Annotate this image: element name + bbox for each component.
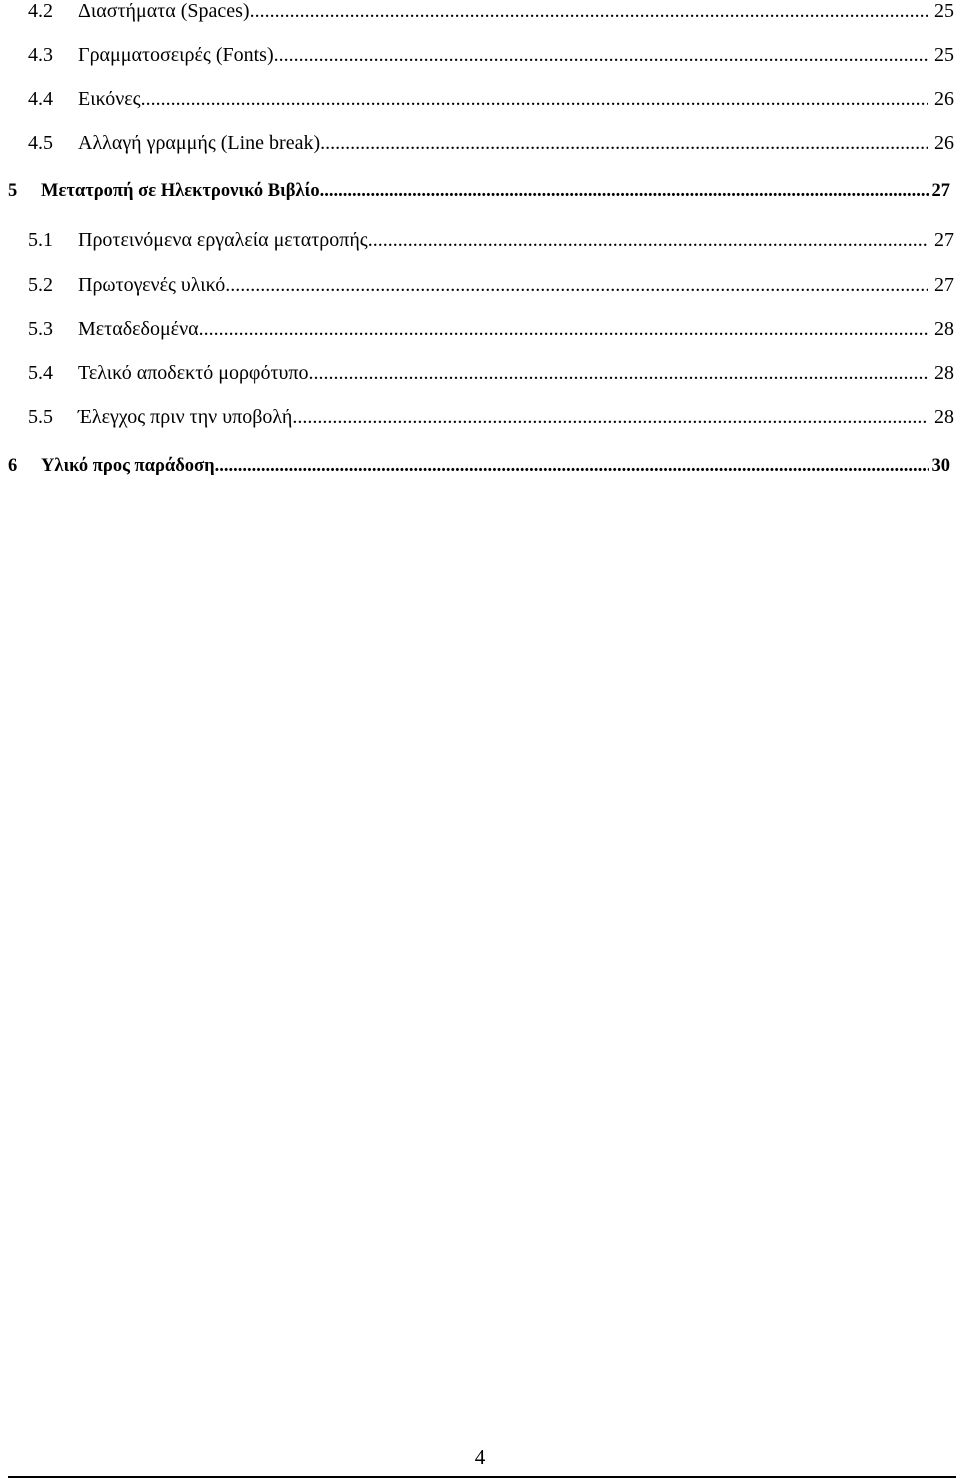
- toc-dot-leader: [309, 362, 928, 385]
- toc-entry-number: 5.4: [28, 362, 53, 384]
- toc-entry-title: Τελικό αποδεκτό μορφότυπο: [78, 362, 309, 384]
- toc-dot-leader: [320, 132, 928, 155]
- toc-dot-leader: [141, 88, 928, 111]
- toc-entry[interactable]: [28, 132, 954, 155]
- toc-entry-title: Προτεινόμενα εργαλεία μετατροπής: [78, 229, 368, 251]
- toc-chapter-entry[interactable]: [8, 456, 950, 477]
- toc-entry[interactable]: [28, 406, 954, 429]
- toc-entry-page: 28: [934, 318, 954, 340]
- page-number: 4: [474, 1445, 486, 1469]
- toc-entry-number: 5.1: [28, 229, 53, 251]
- toc-entry-number: 4.4: [28, 88, 53, 110]
- toc-entry-title: Διαστήματα (Spaces): [78, 0, 250, 22]
- toc-entry[interactable]: [28, 44, 954, 67]
- toc-entry-title: Εικόνες: [78, 88, 141, 110]
- toc-entry-number: 4.5: [28, 132, 53, 154]
- toc-entry-number: 5.5: [28, 406, 53, 428]
- toc-entry-number: 5.3: [28, 318, 53, 340]
- toc-entry-number: 5: [8, 181, 18, 201]
- toc-entry-title: Πρωτογενές υλικό: [78, 274, 226, 296]
- toc-entry-page: 25: [934, 44, 954, 66]
- toc-dot-leader: [225, 274, 928, 297]
- toc-dot-leader: [320, 181, 929, 202]
- toc-entry-number: 5.2: [28, 274, 53, 296]
- toc-chapter-entry[interactable]: [8, 181, 950, 202]
- toc-entry[interactable]: [28, 229, 954, 252]
- toc-dot-leader: [199, 318, 928, 341]
- toc-entry-page: 30: [931, 456, 950, 476]
- toc-entry-page: 27: [934, 229, 954, 251]
- toc-entry-number: 4.2: [28, 0, 53, 22]
- toc-entry-title: Έλεγχος πριν την υποβολή: [78, 406, 293, 428]
- toc-entry-page: 28: [934, 362, 954, 384]
- toc-entry[interactable]: [28, 0, 954, 23]
- toc-entry-page: 28: [934, 406, 954, 428]
- page-footer: [0, 1445, 960, 1479]
- toc-entry-title: Υλικό προς παράδοση: [41, 456, 215, 476]
- toc-entry-page: 26: [934, 132, 954, 154]
- footer-rule: [8, 1476, 956, 1478]
- toc-entry-title: Γραμματοσειρές (Fonts): [78, 44, 274, 66]
- toc-dot-leader: [250, 0, 928, 23]
- toc-entry-title: Μετατροπή σε Ηλεκτρονικό Βιβλίο: [41, 181, 320, 201]
- toc-entry[interactable]: [28, 88, 954, 111]
- toc-entry-title: Μεταδεδομένα: [78, 318, 199, 340]
- toc-entry-page: 25: [934, 0, 954, 22]
- toc-entry[interactable]: [28, 362, 954, 385]
- toc-entry[interactable]: [28, 274, 954, 297]
- toc-entry[interactable]: [28, 318, 954, 341]
- toc-entry-page: 26: [934, 88, 954, 110]
- toc-entry-number: 4.3: [28, 44, 53, 66]
- toc-entry-number: 6: [8, 456, 18, 476]
- toc-dot-leader: [274, 44, 928, 67]
- toc-dot-leader: [215, 456, 929, 477]
- toc-entry-page: 27: [934, 274, 954, 296]
- toc-dot-leader: [368, 229, 928, 252]
- toc-entry-title: Αλλαγή γραμμής (Line break): [78, 132, 321, 154]
- toc-entry-page: 27: [931, 181, 950, 201]
- toc-dot-leader: [292, 406, 928, 429]
